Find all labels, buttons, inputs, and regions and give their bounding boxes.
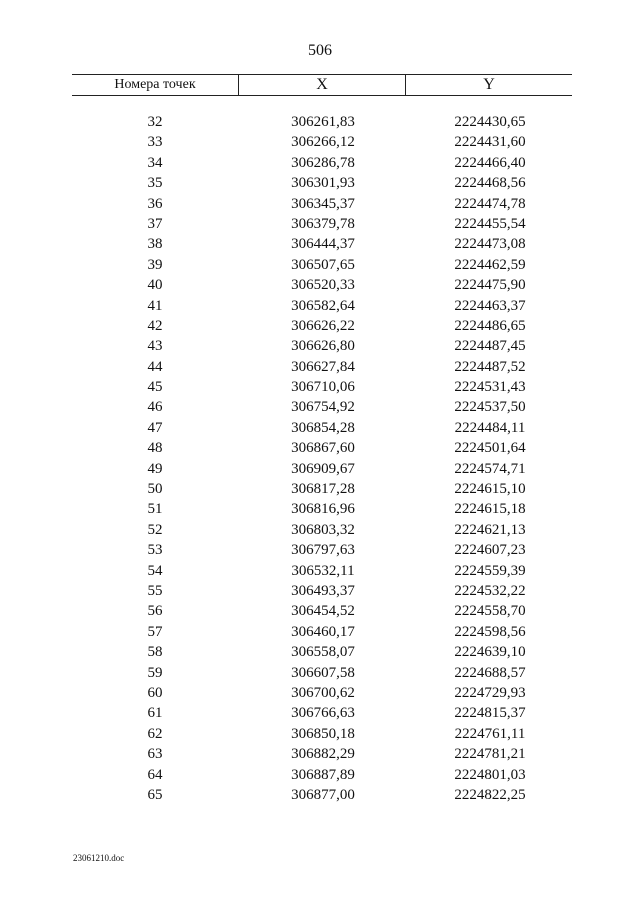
point-number-cell: 49 <box>147 460 163 477</box>
point-number-cell: 51 <box>147 501 163 518</box>
point-number-cell: 55 <box>147 582 163 599</box>
point-number-cell: 62 <box>147 725 163 742</box>
point-number-cell: 32 <box>147 114 163 130</box>
x-coordinate-cell: 306626,80 <box>291 338 355 355</box>
x-coordinate-cell: 306850,18 <box>291 725 355 742</box>
y-coordinate-cell: 2224487,45 <box>454 338 526 355</box>
table-row <box>72 316 572 336</box>
footer-filename: 23061210.doc <box>73 853 125 863</box>
point-number-cell: 56 <box>147 603 163 620</box>
x-coordinate-cell: 306582,64 <box>291 297 355 314</box>
point-number-cell: 59 <box>147 664 163 681</box>
x-coordinate-cell: 306444,37 <box>291 236 355 253</box>
y-coordinate-cell: 2224466,40 <box>454 154 526 171</box>
x-coordinate-cell: 306877,00 <box>291 786 355 803</box>
x-coordinate-cell: 306626,22 <box>291 317 355 334</box>
x-coordinate-cell: 306797,63 <box>291 542 355 559</box>
table-row <box>72 785 572 805</box>
point-number-cell: 61 <box>147 705 163 722</box>
x-coordinate-cell: 306345,37 <box>291 195 355 212</box>
y-coordinate-cell: 2224781,21 <box>454 746 526 763</box>
y-coordinate-cell: 2224615,10 <box>454 481 526 498</box>
x-coordinate-cell: 306520,33 <box>291 277 355 294</box>
table-row <box>72 561 572 581</box>
y-coordinate-cell: 2224474,78 <box>454 195 526 212</box>
table-row <box>72 336 572 356</box>
table-row <box>72 744 572 764</box>
table-row <box>72 540 572 560</box>
table-row <box>72 520 572 540</box>
y-coordinate-cell: 2224558,70 <box>454 603 526 620</box>
y-coordinate-cell: 2224729,93 <box>454 684 526 701</box>
table-row <box>72 194 572 214</box>
x-coordinate-cell: 306882,29 <box>291 746 355 763</box>
table-row <box>72 112 572 132</box>
table-row <box>72 642 572 662</box>
y-coordinate-cell: 2224484,11 <box>454 419 526 436</box>
y-coordinate-cell: 2224598,56 <box>454 623 526 640</box>
table-row <box>72 663 572 683</box>
table-row <box>72 622 572 642</box>
table-row <box>72 581 572 601</box>
point-number-cell: 65 <box>147 786 163 803</box>
x-coordinate-cell: 306261,83 <box>291 114 355 130</box>
x-coordinate-cell: 306867,60 <box>291 440 355 457</box>
y-coordinate-cell: 2224607,23 <box>454 542 526 559</box>
x-coordinate-cell: 306379,78 <box>291 215 355 232</box>
point-number-cell: 42 <box>147 317 163 334</box>
y-coordinate-cell: 2224431,60 <box>454 134 526 151</box>
point-number-cell: 50 <box>147 481 163 498</box>
y-coordinate-cell: 2224801,03 <box>454 766 526 783</box>
x-coordinate-cell: 306766,63 <box>291 705 355 722</box>
x-coordinate-cell: 306532,11 <box>291 562 355 579</box>
x-coordinate-cell: 306627,84 <box>291 358 355 375</box>
point-number-cell: 47 <box>147 419 163 436</box>
y-coordinate-cell: 2224473,08 <box>454 236 526 253</box>
point-number-cell: 39 <box>147 256 163 273</box>
x-coordinate-cell: 306710,06 <box>291 379 355 396</box>
point-number-cell: 64 <box>147 766 163 783</box>
y-coordinate-cell: 2224487,52 <box>454 358 526 375</box>
point-number-cell: 63 <box>147 746 163 763</box>
table-row <box>72 479 572 499</box>
point-number-cell: 60 <box>147 684 163 701</box>
table-header <box>72 74 572 96</box>
point-number-cell: 37 <box>147 215 163 232</box>
y-coordinate-cell: 2224475,90 <box>454 277 526 294</box>
x-coordinate-cell: 306607,58 <box>291 664 355 681</box>
table-row <box>72 724 572 744</box>
y-coordinate-cell: 2224559,39 <box>454 562 526 579</box>
y-coordinate-cell: 2224455,54 <box>454 215 526 232</box>
table-row <box>72 275 572 295</box>
point-number-cell: 33 <box>147 134 163 151</box>
point-number-cell: 46 <box>147 399 163 416</box>
x-coordinate-cell: 306454,52 <box>291 603 355 620</box>
point-number-cell: 35 <box>147 175 163 192</box>
table-row <box>72 438 572 458</box>
y-coordinate-cell: 2224462,59 <box>454 256 526 273</box>
point-number-cell: 58 <box>147 644 163 661</box>
x-coordinate-cell: 306817,28 <box>291 481 355 498</box>
y-coordinate-cell: 2224822,25 <box>454 786 526 803</box>
table-row <box>72 418 572 438</box>
x-coordinate-cell: 306507,65 <box>291 256 355 273</box>
table-row <box>72 377 572 397</box>
y-coordinate-cell: 2224615,18 <box>454 501 526 518</box>
x-coordinate-cell: 306700,62 <box>291 684 355 701</box>
y-coordinate-cell: 2224574,71 <box>454 460 526 477</box>
point-number-cell: 40 <box>147 277 163 294</box>
table-row <box>72 234 572 254</box>
x-coordinate-cell: 306493,37 <box>291 582 355 599</box>
point-number-cell: 54 <box>147 562 163 579</box>
table-row <box>72 499 572 519</box>
x-coordinate-cell: 306460,17 <box>291 623 355 640</box>
table-row <box>72 214 572 234</box>
header-y: Y <box>483 76 495 93</box>
x-coordinate-cell: 306754,92 <box>291 399 355 416</box>
point-number-cell: 44 <box>147 358 163 375</box>
x-coordinate-cell: 306816,96 <box>291 501 355 518</box>
y-coordinate-cell: 2224486,65 <box>454 317 526 334</box>
point-number-cell: 38 <box>147 236 163 253</box>
table-row <box>72 683 572 703</box>
y-coordinate-cell: 2224501,64 <box>454 440 526 457</box>
table-row <box>72 153 572 173</box>
table-row <box>72 397 572 417</box>
header-point-number: Номера точек <box>72 75 239 95</box>
table-row <box>72 765 572 785</box>
y-coordinate-cell: 2224639,10 <box>454 644 526 661</box>
x-coordinate-cell: 306558,07 <box>291 644 355 661</box>
table-row <box>72 296 572 316</box>
point-number-cell: 52 <box>147 521 163 538</box>
y-coordinate-cell: 2224688,57 <box>454 664 526 681</box>
point-number-cell: 34 <box>147 154 163 171</box>
y-coordinate-cell: 2224430,65 <box>454 114 526 130</box>
table-row <box>72 173 572 193</box>
x-coordinate-cell: 306887,89 <box>291 766 355 783</box>
point-number-cell: 53 <box>147 542 163 559</box>
x-coordinate-cell: 306803,32 <box>291 521 355 538</box>
table-row <box>72 459 572 479</box>
header-x: X <box>239 75 406 95</box>
point-number-cell: 48 <box>147 440 163 457</box>
point-number-cell: 57 <box>147 623 163 640</box>
table-body <box>72 112 572 805</box>
y-coordinate-cell: 2224815,37 <box>454 705 526 722</box>
x-coordinate-cell: 306266,12 <box>291 134 355 151</box>
table-row <box>72 255 572 275</box>
table-row <box>72 357 572 377</box>
x-coordinate-cell: 306909,67 <box>291 460 355 477</box>
y-coordinate-cell: 2224468,56 <box>454 175 526 192</box>
y-coordinate-cell: 2224531,43 <box>454 379 526 396</box>
y-coordinate-cell: 2224463,37 <box>454 297 526 314</box>
point-number-cell: 45 <box>147 379 163 396</box>
y-coordinate-cell: 2224537,50 <box>454 399 526 416</box>
point-number-cell: 36 <box>147 195 163 212</box>
table-row <box>72 132 572 152</box>
point-number-cell: 41 <box>147 297 163 314</box>
y-coordinate-cell: 2224532,22 <box>454 582 526 599</box>
y-coordinate-cell: 2224761,11 <box>454 725 526 742</box>
y-coordinate-cell: 2224621,13 <box>454 521 526 538</box>
x-coordinate-cell: 306286,78 <box>291 154 355 171</box>
table-row <box>72 601 572 621</box>
table-row <box>72 703 572 723</box>
point-number-cell: 43 <box>147 338 163 355</box>
x-coordinate-cell: 306854,28 <box>291 419 355 436</box>
page-number: 506 <box>308 42 332 59</box>
x-coordinate-cell: 306301,93 <box>291 175 355 192</box>
